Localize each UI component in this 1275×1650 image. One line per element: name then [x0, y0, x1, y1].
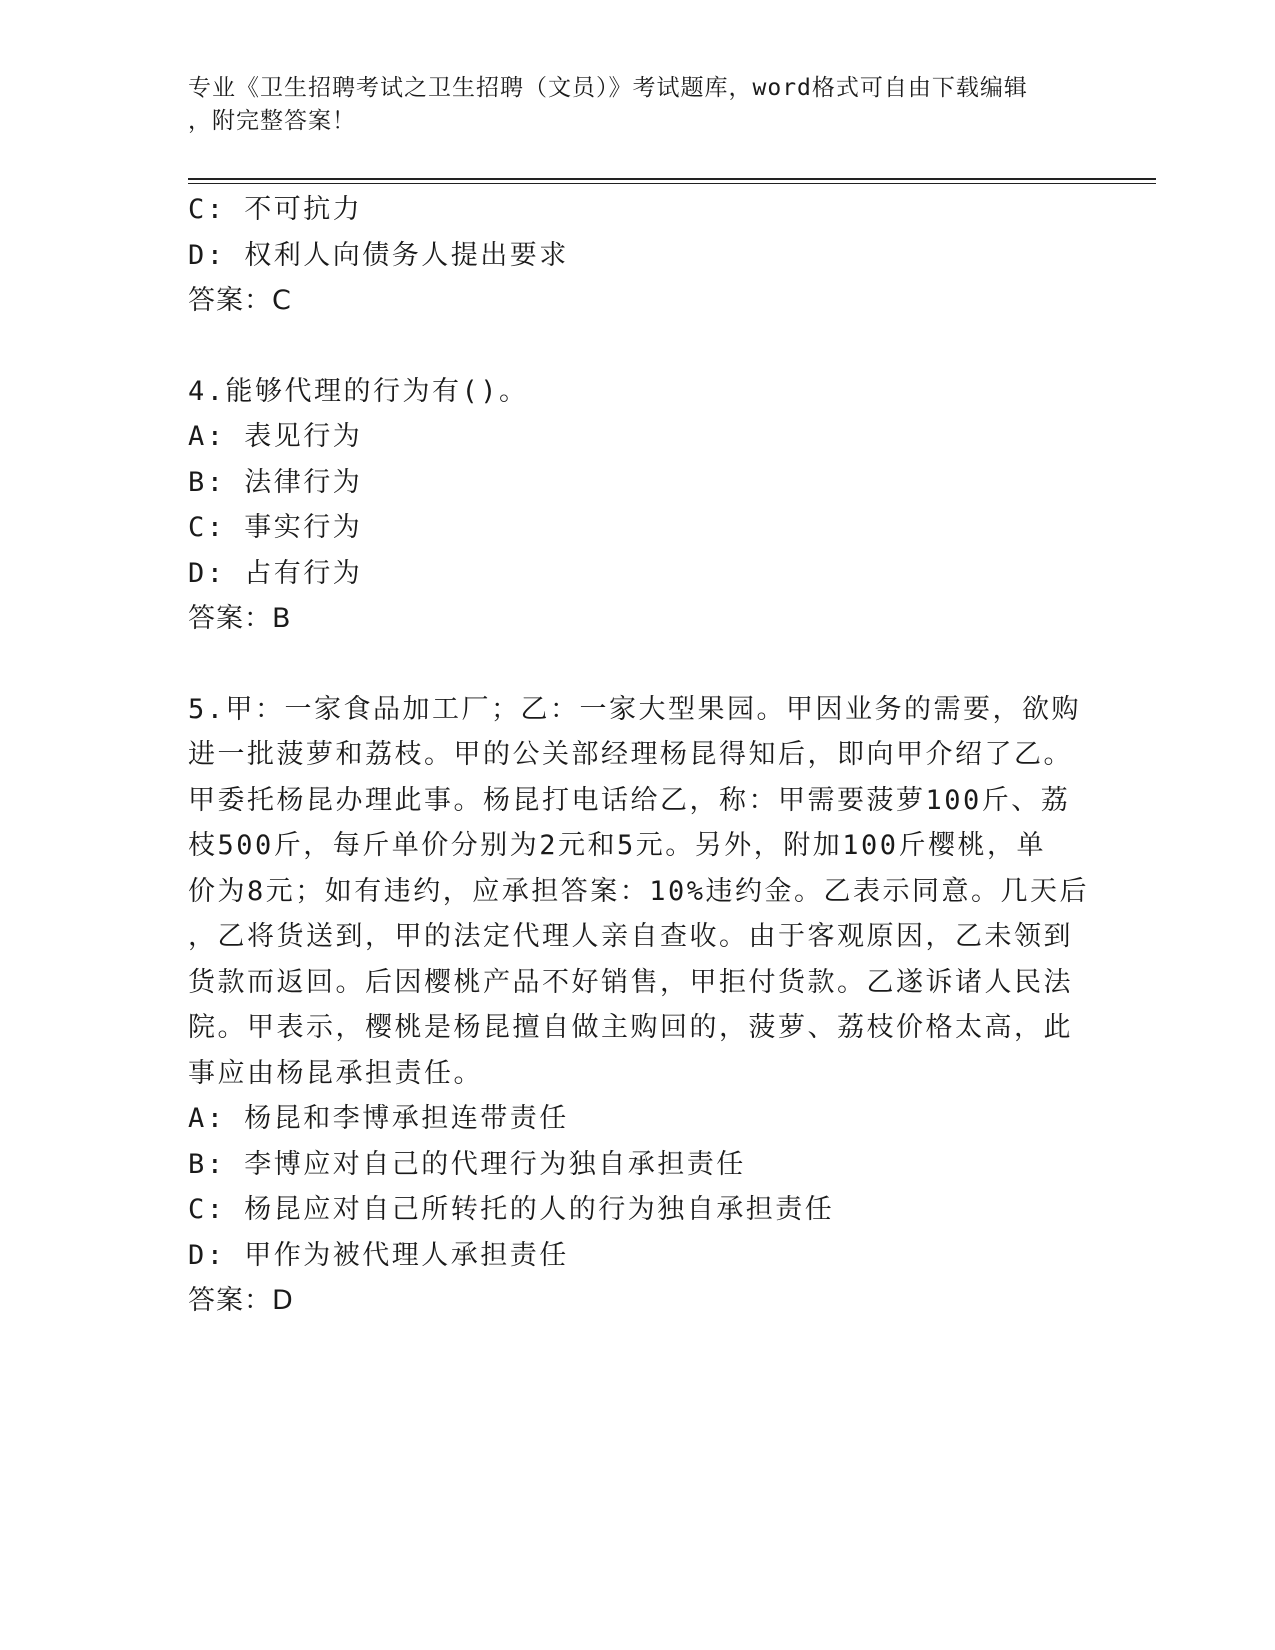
- spacer: [188, 642, 1088, 687]
- q5-stem-line: 事应由杨昆承担责任。: [188, 1057, 483, 1089]
- q5-stem-line: 5.甲：一家食品加工厂；乙：一家大型果园。甲因业务的需要，欲购: [188, 693, 1082, 725]
- q3-option-d: D: 权利人向债务人提出要求: [188, 239, 569, 271]
- q5-option-b: B: 李博应对自己的代理行为独自承担责任: [188, 1148, 746, 1180]
- page-header: [188, 72, 1088, 138]
- q5-option-c: C: 杨昆应对自己所转托的人的行为独自承担责任: [188, 1194, 835, 1225]
- header-line-2: ，附完整答案！: [188, 108, 356, 134]
- q5-stem-line: ，乙将货送到，甲的法定代理人亲自查收。由于客观原因，乙未领到: [188, 921, 1073, 952]
- spacer: [188, 324, 1088, 369]
- header-rule-thick: [188, 178, 1156, 180]
- q5-answer: 答案：D: [188, 1285, 294, 1316]
- q4-option-a: A: 表见行为: [188, 421, 363, 452]
- header-line-1: 专业《卫生招聘考试之卫生招聘（文员）》考试题库，word格式可自由下载编辑: [188, 75, 1028, 101]
- question-5: [188, 687, 1088, 1324]
- q4-answer: 答案：B: [188, 603, 292, 634]
- q4-stem: 4.能够代理的行为有()。: [188, 375, 529, 407]
- q5-stem-line: 价为8元；如有违约，应承担答案：10%违约金。乙表示同意。几天后: [188, 875, 1090, 907]
- q4-option-c: C: 事实行为: [188, 512, 363, 543]
- q5-stem-line: 枝500斤，每斤单价分别为2元和5元。另外，附加100斤樱桃，单: [188, 830, 1047, 861]
- q5-stem-line: 院。甲表示，樱桃是杨昆擅自做主购回的，菠萝、荔枝价格太高，此: [188, 1012, 1073, 1043]
- q4-option-d: D: 占有行为: [188, 557, 363, 589]
- header-rule-thin: [188, 183, 1156, 184]
- document-body: [188, 187, 1088, 1324]
- q5-stem-line: 货款而返回。后因樱桃产品不好销售，甲拒付货款。乙遂诉诸人民法: [188, 966, 1073, 998]
- q5-stem-line: 进一批菠萝和荔枝。甲的公关部经理杨昆得知后，即向甲介绍了乙。: [188, 739, 1073, 770]
- question-4: [188, 369, 1088, 642]
- q5-stem-line: 甲委托杨昆办理此事。杨昆打电话给乙，称：甲需要菠萝100斤、荔: [188, 784, 1071, 816]
- q5-option-d: D: 甲作为被代理人承担责任: [188, 1239, 569, 1271]
- q4-option-b: B: 法律行为: [188, 466, 363, 498]
- q5-option-a: A: 杨昆和李博承担连带责任: [188, 1103, 569, 1134]
- q3-option-c: C: 不可抗力: [188, 194, 363, 225]
- q3-answer: 答案：C: [188, 285, 292, 316]
- question-3-tail: [188, 187, 1088, 324]
